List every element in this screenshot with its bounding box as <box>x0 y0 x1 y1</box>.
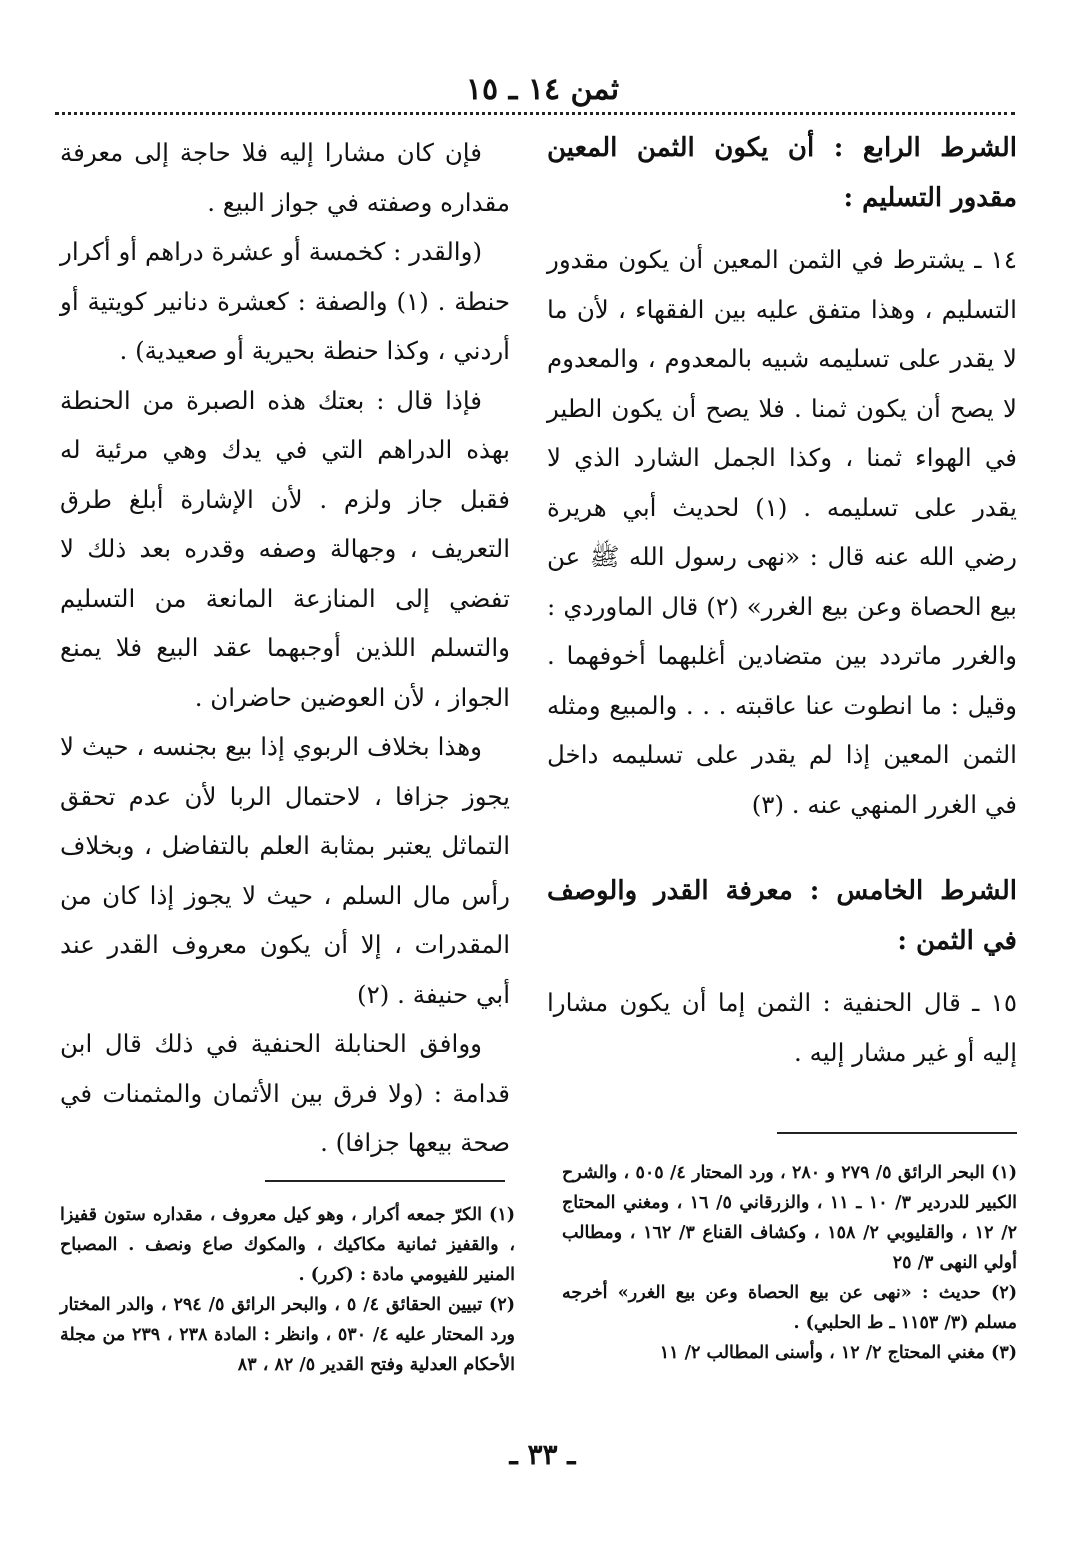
right-column <box>547 124 1017 1077</box>
left-paragraph-4: وهذا بخلاف الربوي إذا بيع بجنسه ، حيث لا يجوز جزافا ، لاحتمال الربا لأن عدم تحقق التماثل يعتبر بمثابة العلم بالتفاضل ، وبخلاف رأس مال السلم ، حيث لا يجوز إذا كان من المقدرات ، إلا أن يكون معروف القدر عند أبي حنيفة . (٢) <box>60 732 510 1009</box>
left-column <box>60 128 510 1168</box>
footnotes-right <box>562 1158 1017 1368</box>
footnote-right-1: (١) البحر الرائق ٥/ ٢٧٩ و ٢٨٠ ، ورد المحتار ٤/ ٥٠٥ ، والشرح الكبير للدردير ٣/ ١٠ ـ ١١ ، والزرقاني ٥/ ١٦ ، ومغني المحتاج ٢/ ١٢ ، والقليوبي ٢/ ١٥٨ ، وكشاف القناع ٣/ ١٦٢ ، ومطالب أولي النهى ٣/ ٢٥ <box>562 1163 1018 1273</box>
footnote-left-2: (٢) تبيين الحقائق ٤/ ٥ ، والبحر الرائق ٥/ ٢٩٤ ، والدر المختار ورد المحتار عليه ٤/ ٥٣٠ ، وانظر : المادة ٢٣٨ ، ٢٣٩ من مجلة الأحكام العدلية وفتح القدير ٥/ ٨٢ ، ٨٣ <box>60 1295 516 1375</box>
left-paragraph-5: ووافق الحنابلة الحنفية في ذلك قال ابن قدامة : (ولا فرق بين الأثمان والمثمنات في صحة بيعها جزافا) . <box>60 1029 510 1157</box>
footnote-left-1: (١) الكرّ جمعه أكرار ، وهو كيل معروف ، مقداره ستون قفيزا ، والقفيز ثمانية مكاكيك ، والمكوك صاع ونصف . المصباح المنير للفيومي مادة : (كرر) . <box>60 1205 515 1285</box>
left-paragraph-3: فإذا قال : بعتك هذه الصبرة من الحنطة بهذه الدراهم التي في يدك وهي مرئية له فقبل جاز ولزم . لأن الإشارة أبلغ طرق التعريف ، وجهالة وصفه وقدره بعد ذلك لا تفضي إلى المنازعة المانعة من التسليم والتسلم اللذين أوجبهما عقد البيع فلا يمنع الجواز ، لأن العوضين حاضران . <box>60 385 510 712</box>
footnote-rule-left <box>265 1180 505 1182</box>
footnote-right-2: (٢) حديث : «نهى عن بيع الحصاة وعن بيع الغرر» أخرجه مسلم (٣/ ١١٥٣ ـ ط الحلبي) . <box>562 1283 1017 1333</box>
footnote-rule-right <box>777 1132 1017 1134</box>
page-number: ـ ٣٣ ـ <box>509 1438 576 1471</box>
left-paragraph-2: (والقدر : كخمسة أو عشرة دراهم أو أكرار حنطة . (١) والصفة : كعشرة دنانير كويتية أو أردني ، وكذا حنطة بحيرية أو صعيدية) . <box>60 237 510 365</box>
paragraph-14: ١٤ ـ يشترط في الثمن المعين أن يكون مقدور التسليم ، وهذا متفق عليه بين الفقهاء ، لأن ما لا يقدر على تسليمه شبيه بالمعدوم ، والمعدوم لا يصح أن يكون ثمنا . فلا يصح أن يكون الطير في الهواء ثمنا ، وكذا الجمل الشارد الذي لا يقدر على تسليمه . (١) لحديث أبي هريرة رضي الله عنه قال : «نهى رسول الله ﷺ عن بيع الحصاة وعن بيع الغرر» (٢) قال الماوردي : والغرر ماتردد بين متضادين أغلبهما أخوفهما . وقيل : ما انطوت عنا عاقبته . . . والمبيع ومثله الثمن المعين إذا لم يقدر على تسليمه داخل في الغرر المنهي عنه . (٣) <box>547 245 1017 819</box>
paragraph-15: ١٥ ـ قال الحنفية : الثمن إما أن يكون مشارا إليه أو غير مشار إليه . <box>547 988 1017 1067</box>
heading-condition-4: الشرط الرابع : أن يكون الثمن المعين مقدور التسليم : <box>547 133 1017 213</box>
heading-condition-5: الشرط الخامس : معرفة القدر والوصف في الثمن : <box>547 876 1017 956</box>
footnotes-left <box>60 1200 515 1380</box>
left-paragraph-1: فإن كان مشارا إليه فلا حاجة إلى معرفة مقداره وصفته في جواز البيع . <box>60 138 510 217</box>
page-header: ثمن ١٤ ـ ١٥ <box>465 72 620 107</box>
header-dotted-rule <box>55 112 1015 115</box>
footnote-right-3: (٣) مغني المحتاج ٢/ ١٢ ، وأسنى المطالب ٢/ ١١ <box>659 1343 1017 1363</box>
